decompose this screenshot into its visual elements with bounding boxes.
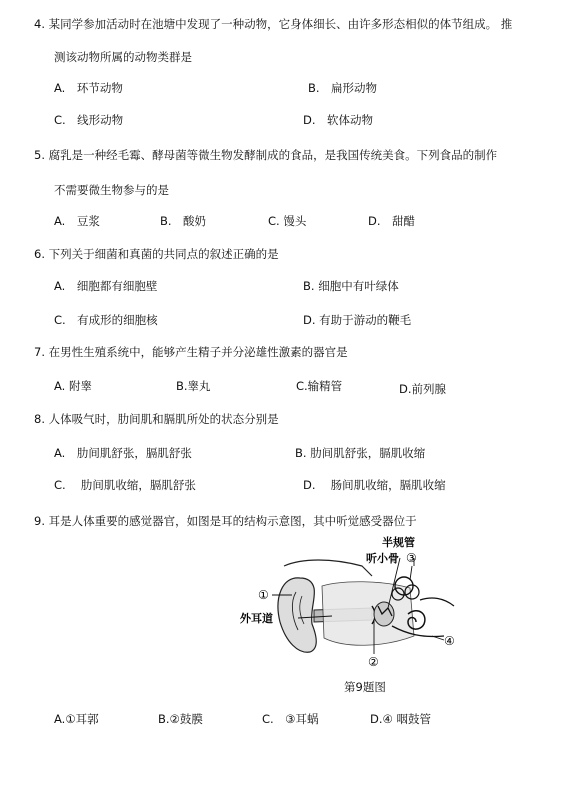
question-6-stem: 6. 下列关于细菌和真菌的共同点的叙述正确的是 <box>34 247 279 261</box>
question-5-option-c[interactable]: C. 馒头 <box>268 214 307 228</box>
question-6-option-c[interactable]: C. 有成形的细胞核 <box>54 313 158 327</box>
question-9-option-c[interactable]: C. ③耳蜗 <box>262 712 319 726</box>
label-ossicles: 听小骨 <box>366 553 399 565</box>
question-9-option-b[interactable]: B.②鼓膜 <box>158 712 203 726</box>
question-8-option-c[interactable]: C. 肋间肌收缩，膈肌舒张 <box>54 478 196 492</box>
question-9-option-d[interactable]: D.④ 咽鼓管 <box>370 712 431 726</box>
label-ear-canal: 外耳道 <box>240 613 273 625</box>
ear-structure-figure <box>232 536 462 676</box>
question-8-option-d[interactable]: D. 肠间肌收缩，膈肌收缩 <box>303 478 446 492</box>
question-7-stem: 7. 在男性生殖系统中，能够产生精子并分泌雄性激素的器官是 <box>34 345 348 359</box>
pinna-shape <box>278 578 316 652</box>
question-5-stem-line-2: 不需要微生物参与的是 <box>54 183 169 197</box>
label-number-1: ① <box>258 588 269 602</box>
question-8-option-b[interactable]: B. 肋间肌舒张，膈肌收缩 <box>295 446 426 460</box>
question-5-option-d[interactable]: D. 甜醋 <box>368 214 416 228</box>
label-number-3: ③ <box>406 551 417 565</box>
question-7-option-b[interactable]: B.睾丸 <box>176 379 211 393</box>
question-9-option-a[interactable]: A.①耳郭 <box>54 712 99 726</box>
question-5-option-a[interactable]: A. 豆浆 <box>54 214 100 228</box>
question-5-stem-line-1: 5. 腐乳是一种经毛霉、酵母菌等微生物发酵制成的食品，是我国传统美食。下列食品的制作 <box>34 148 498 162</box>
question-4-option-b[interactable]: B. 扁形动物 <box>308 81 378 95</box>
label-number-2: ② <box>368 655 379 669</box>
label-number-4: ④ <box>444 634 455 648</box>
question-4-stem-line-1: 4. 某同学参加活动时在池塘中发现了一种动物，它身体细长、由许多形态相似的体节组成。 推 <box>34 17 513 31</box>
ear-diagram <box>232 536 462 676</box>
question-6-option-a[interactable]: A. 细胞都有细胞壁 <box>54 279 158 293</box>
question-7-option-d[interactable]: D.前列腺 <box>399 382 447 396</box>
question-4-option-a[interactable]: A. 环节动物 <box>54 81 123 95</box>
question-4-option-d[interactable]: D. 软体动物 <box>303 113 374 127</box>
question-4-stem-line-2: 测该动物所属的动物类群是 <box>54 50 192 64</box>
question-8-option-a[interactable]: A. 肋间肌舒张，膈肌舒张 <box>54 446 192 460</box>
question-7-option-c[interactable]: C.输精管 <box>296 379 343 393</box>
question-6-option-d[interactable]: D. 有助于游动的鞭毛 <box>303 313 412 327</box>
question-6-option-b[interactable]: B. 细胞中有叶绿体 <box>303 279 399 293</box>
question-9-stem: 9. 耳是人体重要的感觉器官，如图是耳的结构示意图，其中听觉感受器位于 <box>34 514 417 528</box>
question-4-option-c[interactable]: C. 线形动物 <box>54 113 124 127</box>
label-semicircular-canals: 半规管 <box>382 537 415 549</box>
question-7-option-a[interactable]: A. 附睾 <box>54 379 92 393</box>
question-5-option-b[interactable]: B. 酸奶 <box>160 214 207 228</box>
figure-caption: 第9题图 <box>344 680 386 694</box>
question-8-stem: 8. 人体吸气时，肋间肌和膈肌所处的状态分别是 <box>34 412 279 426</box>
